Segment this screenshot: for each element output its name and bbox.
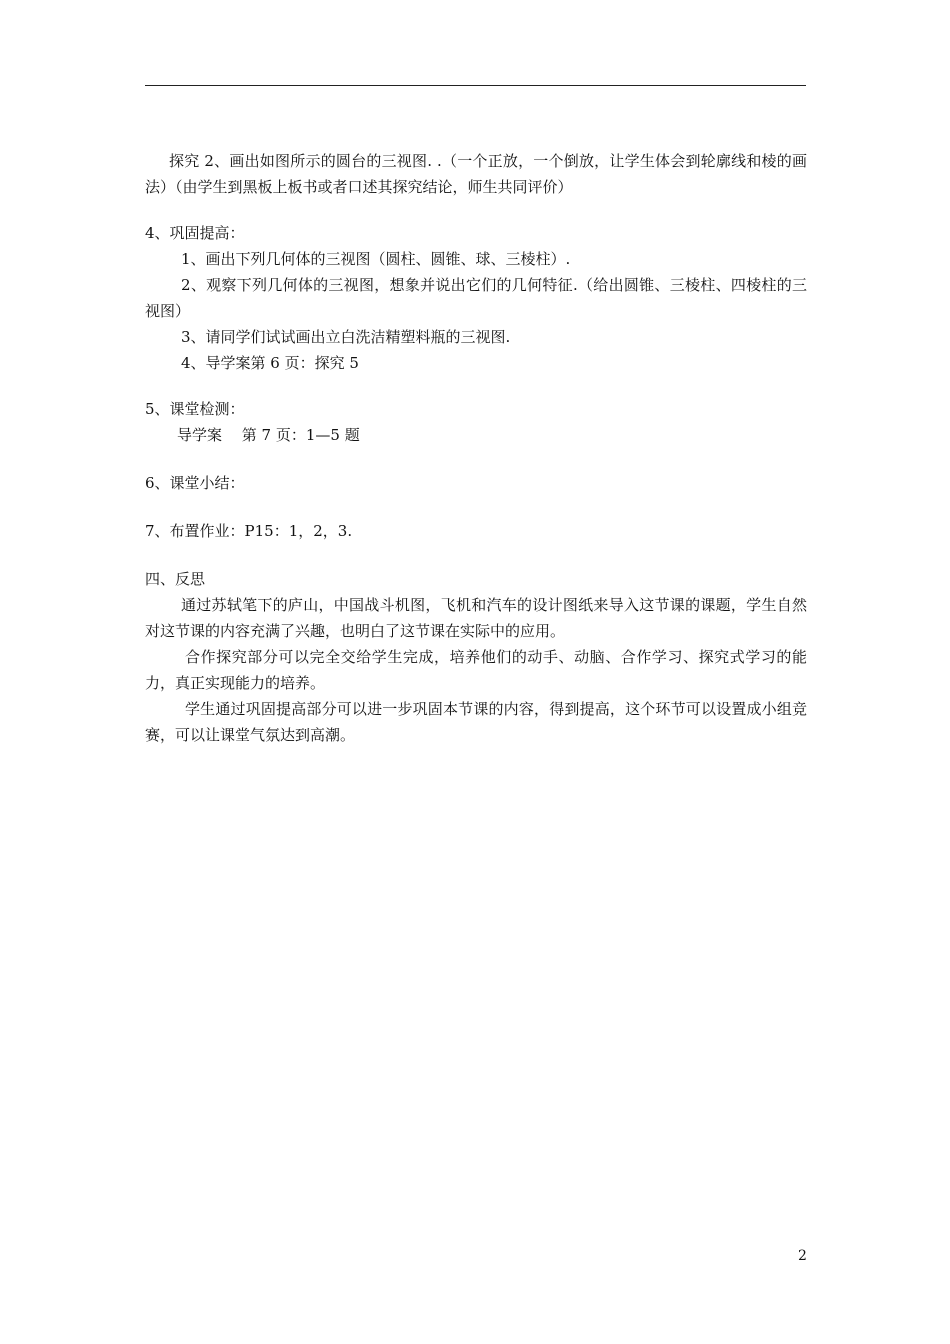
section-4-item-2: 2、观察下列几何体的三视图，想象并说出它们的几何特征.（给出圆锥、三棱柱、四棱柱的三视图） [145,276,807,320]
spacer [145,376,807,396]
header-rule [145,85,806,86]
section-4-item-1: 1、画出下列几何体的三视图（圆柱、圆锥、球、三棱柱）. [181,250,571,268]
section-5-heading: 5、课堂检测： [145,400,245,418]
section-7-heading: 7、布置作业：P15：1，2，3. [145,522,353,540]
reflection-paragraph-1: 通过苏轼笔下的庐山，中国战斗机图，飞机和汽车的设计图纸来导入这节课的课题，学生自然对这节课的内容充满了兴趣，也明白了这节课在实际中的应用。 [145,596,807,640]
spacer [145,200,807,220]
section-6-heading: 6、课堂小结： [145,474,245,492]
section-4-item-4: 4、导学案第 6 页：探究 5 [181,354,359,372]
reflection-paragraph-3: 学生通过巩固提高部分可以进一步巩固本节课的内容，得到提高，这个环节可以设置成小组竞赛，可以让课堂气氛达到高潮。 [145,700,807,744]
section-5-line: 导学案 第 7 页：1—5 题 [177,426,360,444]
reflection-heading: 四、反思 [145,570,206,588]
spacer [145,544,807,566]
page-number: 2 [798,1248,807,1264]
spacer [145,496,807,518]
paragraph-explore-2: 探究 2、画出如图所示的圆台的三视图. .（一个正放，一个倒放，让学生体会到轮廓线和棱的画法）（由学生到黑板上板书或者口述其探究结论，师生共同评价） [145,152,807,196]
reflection-paragraph-2: 合作探究部分可以完全交给学生完成，培养他们的动手、动脑、合作学习、探究式学习的能力，真正实现能力的培养。 [145,648,807,692]
section-4-item-3: 3、请同学们试试画出立白洗洁精塑料瓶的三视图. [181,328,511,346]
section-4-heading: 4、巩固提高： [145,224,245,242]
spacer [145,448,807,470]
document-body [145,148,807,748]
